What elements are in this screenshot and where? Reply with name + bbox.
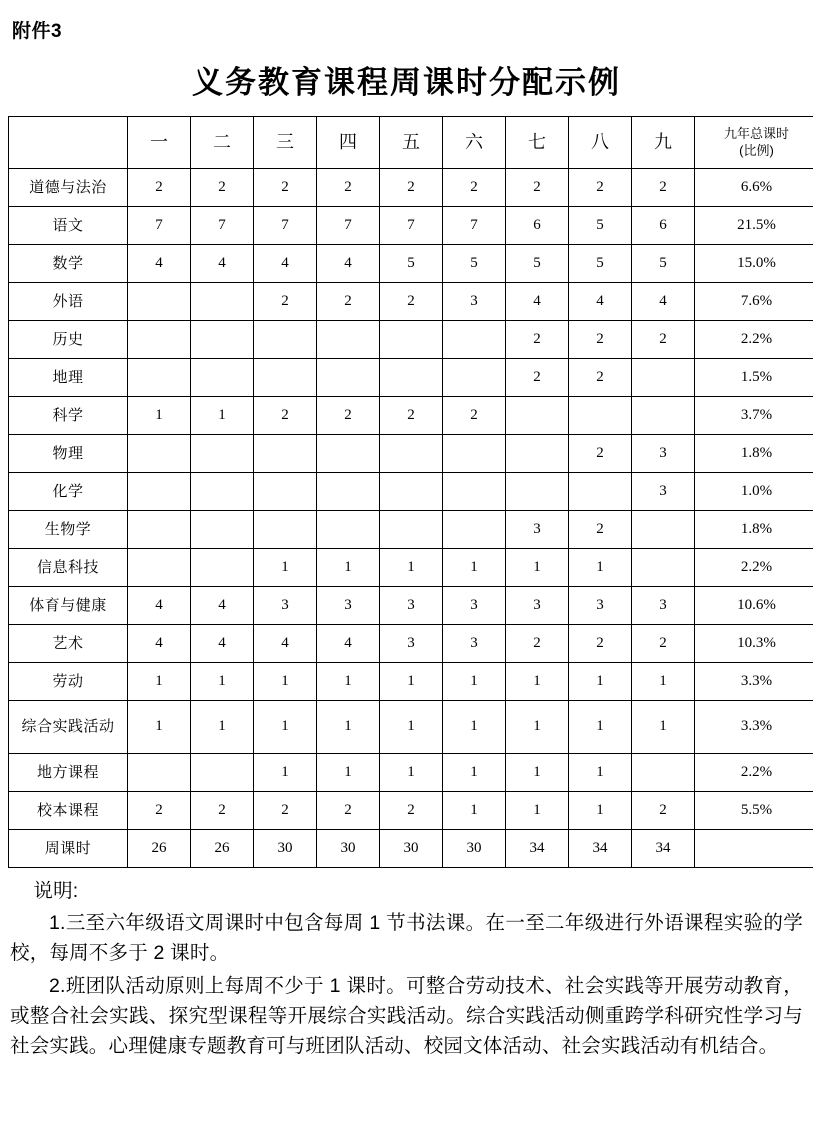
notes-heading: 说明: [33, 880, 79, 902]
cell-hours [128, 283, 191, 321]
cell-hours: 1 [443, 754, 506, 792]
row-header-subject: 地方课程 [9, 754, 128, 792]
column-header-total [695, 117, 813, 169]
cell-hours: 2 [632, 321, 695, 359]
cell-hours: 4 [191, 587, 254, 625]
cell-hours [128, 511, 191, 549]
cell-hours: 1 [128, 701, 191, 754]
row-header-subject: 历史 [9, 321, 128, 359]
table-row [9, 169, 813, 207]
table-row [9, 321, 813, 359]
cell-total-percent: 6.6% [695, 169, 813, 207]
course-hours-table [8, 116, 813, 868]
row-header-subject: 科学 [9, 397, 128, 435]
cell-hours: 2 [506, 359, 569, 397]
cell-total-percent: 1.8% [695, 511, 813, 549]
cell-hours: 1 [380, 701, 443, 754]
table-row [9, 587, 813, 625]
cell-hours: 1 [191, 663, 254, 701]
cell-hours: 3 [569, 587, 632, 625]
cell-hours: 30 [317, 830, 380, 868]
cell-hours [254, 359, 317, 397]
cell-hours: 5 [380, 245, 443, 283]
table-row [9, 511, 813, 549]
cell-hours: 2 [254, 397, 317, 435]
cell-hours [443, 473, 506, 511]
note-item-2: 2.班团队活动原则上每周不少于 1 课时。可整合劳动技术、社会实践等开展劳动教育，或整合社会实践、探究型课程等开展综合实践活动。综合实践活动侧重跨学科研究性学习与社会实践。心理健康专题教育可与班团队活动、校园文体活动、社会实践活动有机结合。 [10, 974, 803, 1058]
cell-hours [191, 549, 254, 587]
cell-hours: 2 [632, 169, 695, 207]
cell-hours: 2 [569, 625, 632, 663]
cell-hours: 4 [254, 625, 317, 663]
cell-hours: 1 [569, 754, 632, 792]
cell-hours: 4 [191, 245, 254, 283]
cell-hours: 2 [632, 792, 695, 830]
cell-hours [128, 435, 191, 473]
cell-hours: 4 [128, 625, 191, 663]
table-row [9, 473, 813, 511]
cell-hours [632, 511, 695, 549]
row-header-subject: 校本课程 [9, 792, 128, 830]
cell-total-percent: 1.5% [695, 359, 813, 397]
cell-hours: 2 [569, 511, 632, 549]
cell-hours: 30 [443, 830, 506, 868]
cell-hours: 2 [569, 321, 632, 359]
cell-total-percent: 2.2% [695, 321, 813, 359]
cell-hours [128, 473, 191, 511]
column-header-grade-8: 八 [569, 117, 632, 169]
cell-hours: 3 [506, 511, 569, 549]
note-item-1: 1.三至六年级语文周课时中包含每周 1 节书法课。在一至二年级进行外语课程实验的学校，每周不多于 2 课时。 [10, 912, 803, 965]
cell-hours: 1 [128, 663, 191, 701]
cell-hours [317, 435, 380, 473]
cell-hours [380, 473, 443, 511]
cell-total-percent: 10.6% [695, 587, 813, 625]
cell-hours: 3 [506, 587, 569, 625]
cell-hours: 1 [317, 701, 380, 754]
cell-total-percent: 10.3% [695, 625, 813, 663]
cell-hours: 7 [317, 207, 380, 245]
cell-hours [191, 435, 254, 473]
table-row [9, 663, 813, 701]
cell-total-percent: 3.3% [695, 663, 813, 701]
cell-hours: 3 [380, 625, 443, 663]
cell-hours [443, 511, 506, 549]
cell-hours: 1 [506, 549, 569, 587]
cell-hours: 4 [317, 625, 380, 663]
cell-hours: 1 [569, 663, 632, 701]
row-header-subject: 信息科技 [9, 549, 128, 587]
cell-hours: 30 [254, 830, 317, 868]
column-header-grade-2: 二 [191, 117, 254, 169]
row-header-subject: 体育与健康 [9, 587, 128, 625]
cell-hours: 30 [380, 830, 443, 868]
cell-hours: 4 [128, 245, 191, 283]
cell-total-percent: 3.7% [695, 397, 813, 435]
cell-hours [632, 359, 695, 397]
cell-hours: 1 [380, 549, 443, 587]
cell-hours: 1 [128, 397, 191, 435]
cell-hours: 1 [254, 663, 317, 701]
cell-hours: 2 [506, 169, 569, 207]
cell-total-percent: 1.8% [695, 435, 813, 473]
cell-total-percent: 15.0% [695, 245, 813, 283]
row-header-subject: 周课时 [9, 830, 128, 868]
row-header-subject: 道德与法治 [9, 169, 128, 207]
cell-hours: 2 [254, 792, 317, 830]
table-row [9, 359, 813, 397]
cell-hours: 1 [191, 397, 254, 435]
table-header-row [9, 117, 813, 169]
cell-hours: 2 [569, 169, 632, 207]
cell-hours: 4 [254, 245, 317, 283]
cell-hours: 7 [380, 207, 443, 245]
page-title: 义务教育课程周课时分配示例 [192, 65, 621, 100]
total-header-line-2: (比例) [739, 142, 774, 158]
cell-hours: 2 [128, 169, 191, 207]
cell-hours [254, 511, 317, 549]
column-header-grade-5: 五 [380, 117, 443, 169]
column-header-grade-4: 四 [317, 117, 380, 169]
table-row [9, 207, 813, 245]
cell-hours: 2 [380, 283, 443, 321]
cell-hours: 3 [380, 587, 443, 625]
cell-hours: 2 [191, 169, 254, 207]
cell-hours: 1 [254, 701, 317, 754]
cell-hours: 4 [569, 283, 632, 321]
cell-hours [443, 435, 506, 473]
cell-hours: 1 [317, 754, 380, 792]
cell-hours: 5 [632, 245, 695, 283]
table-row [9, 397, 813, 435]
cell-hours: 1 [443, 701, 506, 754]
row-header-subject: 艺术 [9, 625, 128, 663]
cell-hours: 1 [632, 701, 695, 754]
cell-hours: 3 [443, 283, 506, 321]
cell-hours [443, 359, 506, 397]
cell-hours: 5 [569, 207, 632, 245]
column-header-grade-3: 三 [254, 117, 317, 169]
table-row [9, 549, 813, 587]
cell-hours: 4 [128, 587, 191, 625]
row-header-subject: 语文 [9, 207, 128, 245]
table-row [9, 283, 813, 321]
row-header-subject: 物理 [9, 435, 128, 473]
cell-hours [191, 359, 254, 397]
cell-hours: 1 [254, 754, 317, 792]
cell-hours [506, 397, 569, 435]
cell-hours: 4 [317, 245, 380, 283]
cell-hours [128, 754, 191, 792]
cell-hours: 6 [632, 207, 695, 245]
column-header-grade-1: 一 [128, 117, 191, 169]
row-header-subject: 外语 [9, 283, 128, 321]
row-header-subject: 生物学 [9, 511, 128, 549]
cell-hours: 34 [506, 830, 569, 868]
cell-hours: 1 [380, 754, 443, 792]
cell-hours: 2 [569, 359, 632, 397]
row-header-subject: 化学 [9, 473, 128, 511]
column-header-grade-7: 七 [506, 117, 569, 169]
cell-hours [191, 473, 254, 511]
cell-hours: 26 [128, 830, 191, 868]
cell-hours: 1 [443, 549, 506, 587]
row-header-subject: 数学 [9, 245, 128, 283]
cell-hours [380, 321, 443, 359]
cell-hours [317, 511, 380, 549]
cell-hours: 1 [569, 701, 632, 754]
cell-hours [506, 473, 569, 511]
cell-hours: 4 [191, 625, 254, 663]
cell-hours: 3 [632, 587, 695, 625]
cell-hours: 2 [254, 169, 317, 207]
cell-hours [443, 321, 506, 359]
cell-hours [191, 283, 254, 321]
cell-hours: 5 [569, 245, 632, 283]
cell-hours [128, 549, 191, 587]
cell-hours: 26 [191, 830, 254, 868]
row-header-subject: 综合实践活动 [9, 701, 128, 754]
cell-hours: 3 [443, 625, 506, 663]
cell-hours [128, 321, 191, 359]
cell-total-percent: 3.3% [695, 701, 813, 754]
cell-hours: 3 [632, 473, 695, 511]
cell-hours [632, 549, 695, 587]
cell-hours: 2 [128, 792, 191, 830]
table-row [9, 435, 813, 473]
cell-hours: 2 [380, 169, 443, 207]
attachment-label: 附件3 [12, 21, 63, 42]
cell-hours [569, 397, 632, 435]
row-header-subject: 地理 [9, 359, 128, 397]
table-corner-cell [9, 117, 128, 169]
table-body [9, 169, 813, 868]
cell-hours: 2 [254, 283, 317, 321]
cell-hours: 2 [380, 792, 443, 830]
cell-hours: 7 [254, 207, 317, 245]
cell-hours [191, 511, 254, 549]
cell-hours: 1 [191, 701, 254, 754]
cell-total-percent: 7.6% [695, 283, 813, 321]
cell-hours [380, 359, 443, 397]
cell-hours: 1 [632, 663, 695, 701]
cell-hours: 2 [632, 625, 695, 663]
cell-hours: 5 [443, 245, 506, 283]
cell-hours [254, 473, 317, 511]
cell-hours: 3 [443, 587, 506, 625]
cell-hours: 2 [506, 321, 569, 359]
cell-hours: 34 [569, 830, 632, 868]
cell-hours: 1 [506, 663, 569, 701]
cell-hours: 2 [443, 169, 506, 207]
cell-hours: 1 [317, 663, 380, 701]
cell-hours: 1 [569, 549, 632, 587]
cell-hours: 2 [569, 435, 632, 473]
cell-hours [128, 359, 191, 397]
cell-hours: 2 [317, 169, 380, 207]
cell-hours: 2 [191, 792, 254, 830]
cell-hours [632, 754, 695, 792]
cell-hours: 6 [506, 207, 569, 245]
table-header [9, 117, 813, 169]
cell-hours: 2 [443, 397, 506, 435]
cell-hours [317, 359, 380, 397]
notes-section [8, 868, 805, 1061]
cell-total-percent: 5.5% [695, 792, 813, 830]
cell-hours [569, 473, 632, 511]
cell-hours [317, 473, 380, 511]
cell-hours: 5 [506, 245, 569, 283]
cell-hours: 4 [506, 283, 569, 321]
cell-hours: 1 [506, 754, 569, 792]
cell-hours: 3 [254, 587, 317, 625]
table-row [9, 245, 813, 283]
total-header-line-1: 九年总课时 [723, 125, 789, 141]
cell-hours: 1 [443, 792, 506, 830]
cell-hours: 34 [632, 830, 695, 868]
cell-total-percent: 2.2% [695, 549, 813, 587]
cell-total-percent: 2.2% [695, 754, 813, 792]
table-row [9, 701, 813, 754]
cell-hours [254, 435, 317, 473]
cell-hours [506, 435, 569, 473]
cell-hours [380, 511, 443, 549]
table-row [9, 830, 813, 868]
cell-hours [191, 321, 254, 359]
cell-hours [191, 754, 254, 792]
cell-hours: 1 [506, 792, 569, 830]
cell-hours [254, 321, 317, 359]
cell-hours: 1 [380, 663, 443, 701]
cell-hours: 3 [632, 435, 695, 473]
cell-hours: 2 [506, 625, 569, 663]
cell-hours: 1 [317, 549, 380, 587]
cell-total-percent: 1.0% [695, 473, 813, 511]
cell-hours [317, 321, 380, 359]
row-header-subject: 劳动 [9, 663, 128, 701]
cell-hours: 7 [191, 207, 254, 245]
table-row [9, 754, 813, 792]
cell-total-percent: 21.5% [695, 207, 813, 245]
table-row [9, 792, 813, 830]
cell-hours [632, 397, 695, 435]
cell-hours: 2 [317, 397, 380, 435]
cell-total-percent [695, 830, 813, 868]
cell-hours: 1 [506, 701, 569, 754]
column-header-grade-6: 六 [443, 117, 506, 169]
cell-hours: 1 [443, 663, 506, 701]
cell-hours: 1 [569, 792, 632, 830]
cell-hours: 2 [317, 283, 380, 321]
cell-hours: 2 [317, 792, 380, 830]
column-header-grade-9: 九 [632, 117, 695, 169]
cell-hours: 4 [632, 283, 695, 321]
cell-hours: 1 [254, 549, 317, 587]
table-row [9, 625, 813, 663]
cell-hours: 7 [128, 207, 191, 245]
cell-hours: 7 [443, 207, 506, 245]
cell-hours: 3 [317, 587, 380, 625]
cell-hours [380, 435, 443, 473]
cell-hours: 2 [380, 397, 443, 435]
